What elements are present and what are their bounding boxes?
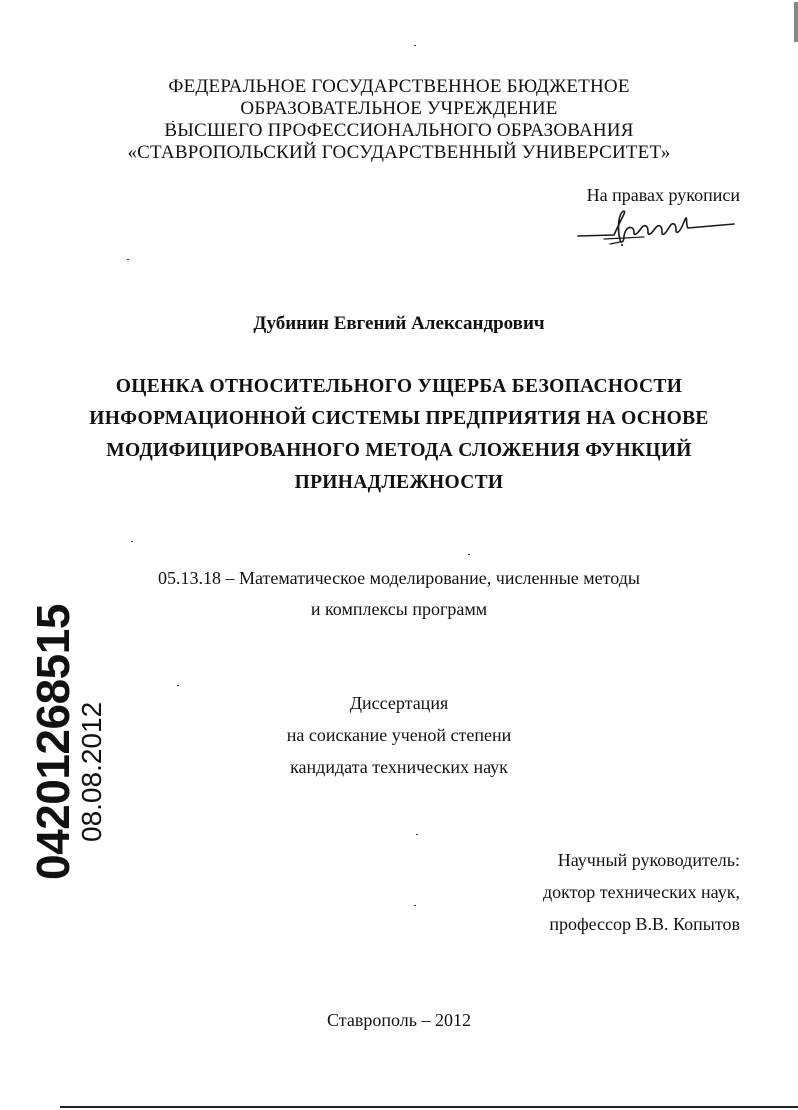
scan-speck	[177, 685, 179, 686]
title-line-3: МОДИФИЦИРОВАННОГО МЕТОДА СЛОЖЕНИЯ ФУНКЦИЙ	[106, 440, 692, 461]
institution-line-1: ФЕДЕРАЛЬНОЕ ГОСУДАРСТВЕННОЕ БЮДЖЕТНОЕ	[168, 76, 630, 97]
supervisor-line-1: Научный руководитель:	[557, 850, 740, 870]
degree-line-3: кандидата технических наук	[290, 757, 508, 777]
scan-speck	[127, 259, 129, 260]
author-name: Дубинин Евгений Александрович	[253, 313, 545, 334]
library-stamp-date: 08.08.2012	[76, 701, 107, 842]
scan-speck	[416, 834, 418, 835]
institution-line-3: ВЫСШЕГО ПРОФЕССИОНАЛЬНОГО ОБРАЗОВАНИЯ	[164, 120, 634, 141]
scan-speck	[414, 905, 416, 906]
specialty-line-1: 05.13.18 – Математическое моделирование, численные методы	[157, 568, 641, 588]
title-line-1: ОЦЕНКА ОТНОСИТЕЛЬНОГО УЩЕРБА БЕЗОПАСНОСТИ	[115, 376, 683, 397]
rights-note: На правах рукописи	[586, 185, 740, 205]
title-line-4: ПРИНАДЛЕЖНОСТИ	[294, 472, 504, 493]
signature-drawing	[574, 206, 736, 248]
supervisor-line-2: доктор технических наук,	[543, 882, 740, 902]
supervisor-line-3: профессор В.В. Копытов	[549, 914, 740, 934]
degree-line-1: Диссертация	[349, 693, 449, 713]
specialty-line-2: и комплексы программ	[310, 599, 488, 619]
place-year: Ставрополь – 2012	[327, 1010, 471, 1030]
institution-line-4: «СТАВРОПОЛЬСКИЙ ГОСУДАРСТВЕННЫЙ УНИВЕРСИТЕТ»	[127, 142, 671, 163]
scan-speck	[414, 45, 416, 46]
scan-edge-mark	[794, 2, 798, 42]
title-line-2: ИНФОРМАЦИОННОЙ СИСТЕМЫ ПРЕДПРИЯТИЯ НА ОСНОВЕ	[89, 408, 709, 429]
institution-line-2: ОБРАЗОВАТЕЛЬНОЕ УЧРЕЖДЕНИЕ	[240, 98, 558, 119]
library-stamp-number: 04201268515	[27, 604, 79, 880]
handwritten-signature	[574, 206, 736, 248]
degree-line-2: на соискание ученой степени	[286, 725, 512, 745]
scan-speck	[468, 554, 470, 555]
scan-speck	[131, 541, 133, 542]
scan-bottom-edge	[60, 1106, 798, 1108]
